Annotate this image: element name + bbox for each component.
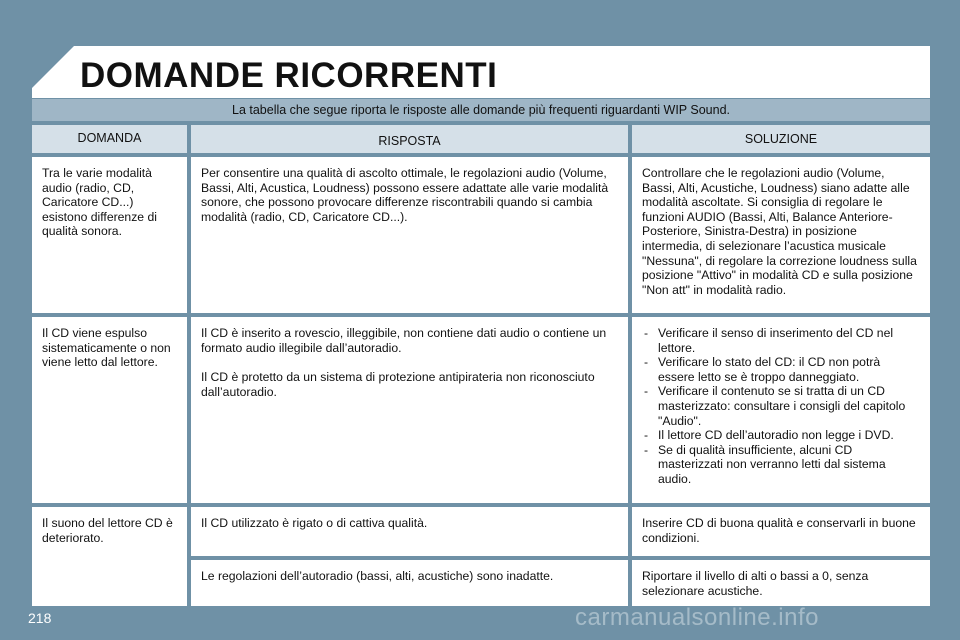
row-3a-answer <box>191 507 628 556</box>
list-item: - Se di qualità insufficiente, alcuni CD masterizzati non verranno letti dal sistema audio. <box>642 443 920 487</box>
row-1-question-text: Tra le varie modalità audio (radio, CD, Caricatore CD...) esistono differenze di qualità sonora. <box>42 166 157 239</box>
header-answer-label: RISPOSTA <box>378 134 441 148</box>
intro-text: La tabella che segue riporta le risposte alle domande più frequenti riguardanti WIP Sound. <box>32 99 930 121</box>
list-item: - Verificare il contenuto se si tratta di un CD masterizzato: consultare i consigli del capitolo "Audio". <box>642 384 920 428</box>
row-3b-answer-text: Le regolazioni dell’autoradio (bassi, alti, acustiche) sono inadatte. <box>201 569 554 583</box>
row-1-question <box>32 157 187 313</box>
row-2-answer <box>191 317 628 503</box>
row-3b-solution <box>632 560 930 606</box>
row-2-answer-text-1: Il CD è inserito a rovescio, illeggibile, non contiene dati audio o contiene un formato audio illegibile dall’autoradio. <box>201 326 607 355</box>
page-number: 218 <box>28 610 52 626</box>
list-item: - Il lettore CD dell’autoradio non legge i DVD. <box>642 428 920 443</box>
header-question-label: DOMANDA <box>77 131 142 145</box>
list-item: - Verificare il senso di inserimento del CD nel lettore. <box>642 326 920 355</box>
header-question <box>32 125 187 153</box>
row-1-solution <box>632 157 930 313</box>
header-solution-label: SOLUZIONE <box>744 132 818 146</box>
row-2-question <box>32 317 187 503</box>
row-3a-solution <box>632 507 930 556</box>
row-3b-answer <box>191 560 628 606</box>
header-solution <box>632 125 930 153</box>
row-3a-answer-text: Il CD utilizzato è rigato o di cattiva qualità. <box>201 516 428 530</box>
row-1-answer <box>191 157 628 313</box>
row-1-answer-text: Per consentire una qualità di ascolto ottimale, le regolazioni audio (Volume, Bassi, Alti, Acustica, Loudness) possono essere adattate alle varie modalità sonore, che possono provocare differenze riscontrabili quando si cambia modalità (radio, CD, Caricatore CD...). <box>201 166 609 224</box>
header-answer <box>191 125 628 153</box>
row-3-question-text: Il suono del lettore CD è deteriorato. <box>42 516 173 545</box>
row-3-question <box>32 507 187 606</box>
watermark: carmanualsonline.info <box>575 604 819 631</box>
row-2-solution <box>632 317 930 503</box>
row-1-solution-text: Controllare che le regolazioni audio (Volume, Bassi, Alti, Acustiche, Loudness) siano adatte alle modalità ascoltate. Si consiglia di regolare le funzioni AUDIO (Bassi, Alti, Balance Anteriore-Posteriore, Sinistra-Destra) in posizione intermedia, di selezionare l’acustica musicale "Nessuna", di regolare la correzione loudness sulla posizione "Attivo" in modalità CD e sulla posizione "Non att" in modalità radio. <box>642 166 917 297</box>
list-item: - Verificare lo stato del CD: il CD non potrà essere letto se è troppo danneggiato. <box>642 355 920 384</box>
row-2-answer-text-2: Il CD è protetto da un sistema di protezione antipirateria non riconosciuto dall’autoradio. <box>201 370 595 399</box>
row-2-question-text: Il CD viene espulso sistematicamente o non viene letto dal lettore. <box>42 326 171 370</box>
row-2-solution-list <box>642 326 920 487</box>
page-title: DOMANDE RICORRENTI <box>80 56 498 95</box>
row-3b-solution-text: Riportare il livello di alti o bassi a 0, senza selezionare acustiche. <box>642 569 869 598</box>
row-3a-solution-text: Inserire CD di buona qualità e conservarli in buone condizioni. <box>642 516 916 545</box>
